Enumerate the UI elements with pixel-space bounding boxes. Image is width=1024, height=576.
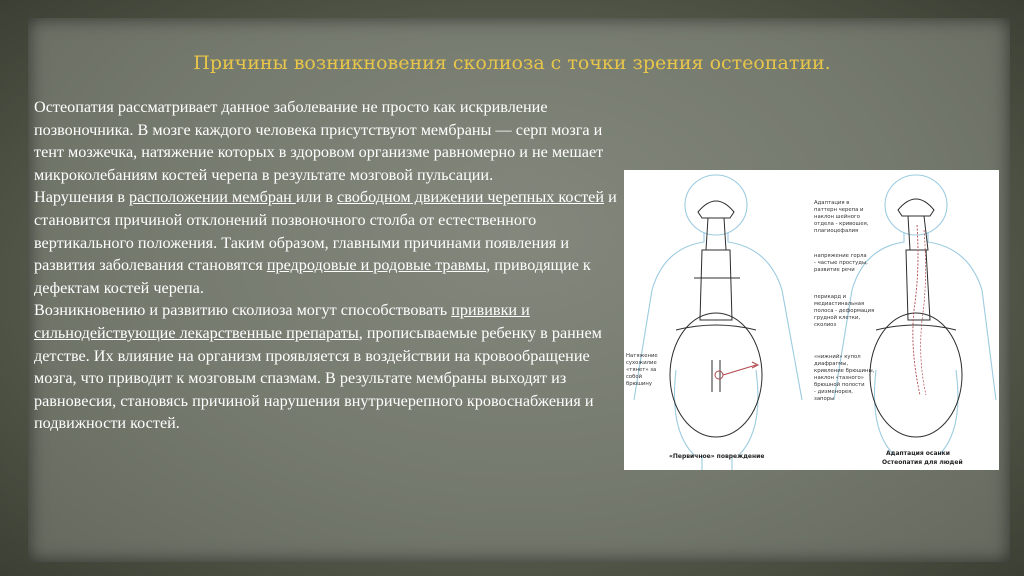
text-run: Нарушения в [34,188,130,207]
right-annotation-line: Адаптация в [814,200,850,206]
left-annotation-line: брюшину [626,381,652,387]
right-annotation-line: напряжение горла [814,253,867,259]
text-run: или в [295,188,338,207]
right-annotation-line: диафрагмы, [814,361,849,367]
text-run: Возникновению и развитию сколиоза могут способствовать [34,301,452,320]
right-annotation-line: паттерн черепа и [814,207,864,213]
right-annotation-line: плагиоцефалия [814,228,859,234]
body-paragraph [34,96,624,186]
underlined-term: свободном движении черепных костей [337,188,605,207]
left-annotation-line: «тянет» за [626,367,657,373]
text-run: Остеопатия рассматривает данное заболевание не просто как искривление позвоночника. В мозге каждого человека присутствуют мембраны — серп мозга и тент мозжечка, натяжение которых в здоровом организме равномерно и не мешает микроколебаниям костей черепа в результате мозговой пульсации. [34,98,604,184]
right-tension-line [921,230,926,395]
slide-title: Причины возникновения сколиоза с точки зрения остеопатии. [193,52,831,74]
right-annotation-line: - частые простуды, [814,260,868,266]
right-annotation-line: - дизменорея, [814,389,853,395]
caption-left: «Первичное» повреждение [669,453,765,460]
text-run: , прописываемые ребенку в раннем детстве. Их влияние на организм проявляется в воздействии на кровообращение мозга, что приводит к мозговым спазмам. В результате мембраны выходят из равновесия, становясь причиной нарушения внутричерепного кровоснабжения и подвижности костей. [34,323,602,433]
right-annotation-line: запоры [814,396,835,402]
left-annotation-line: собой [626,374,643,380]
caption-right-line: Адаптация осанки [886,450,950,457]
body-text [34,96,624,435]
right-annotation-line: перикард и [814,294,847,300]
left-pull-arrow [723,365,756,375]
left-annotation-line: сухожилие [626,360,657,366]
left-organs [670,201,762,437]
body-paragraph [34,186,624,299]
text-run: , приводящие к дефектам костей черепа. [34,256,591,297]
left-body-outline [634,175,802,470]
right-annotation-line: сколиоз [814,322,837,328]
osteopathy-figure [624,170,999,470]
right-annotation-line: развитие речи [814,267,855,273]
right-annotation-line: брюшной полости [814,382,865,388]
figure-illustration [624,170,999,470]
right-annotation-line: наклон шейного [814,214,860,220]
right-annotation-line: кривление брюшины, [814,368,875,374]
right-annotation-line: «нижний» купол [814,354,861,360]
underlined-term: прививки и сильнодействующие лекарственные препараты [34,301,530,342]
text-run: и становится причиной отклонений позвоночного столба от естественного вертикального положения. Таким образом, главными причинами появления и развития заболевания становятся [34,188,617,275]
right-annotation-line: отдела - кривошея, [814,221,869,227]
left-annotation-line: Натяжение [626,353,658,359]
caption-right-line: Остеопатия для людей [882,459,963,466]
right-annotation-line: медиастинальная [814,301,865,307]
right-annotation-line: наклон «тазного» [814,375,865,381]
right-annotation-line: грудной клетки, [814,315,861,321]
right-annotation-line: полоса - деформация [814,308,875,314]
left-injury-mark [715,371,723,379]
body-paragraph [34,299,624,435]
underlined-term: расположении мембран [129,188,296,207]
underlined-term: предродовые и родовые травмы [266,256,487,275]
